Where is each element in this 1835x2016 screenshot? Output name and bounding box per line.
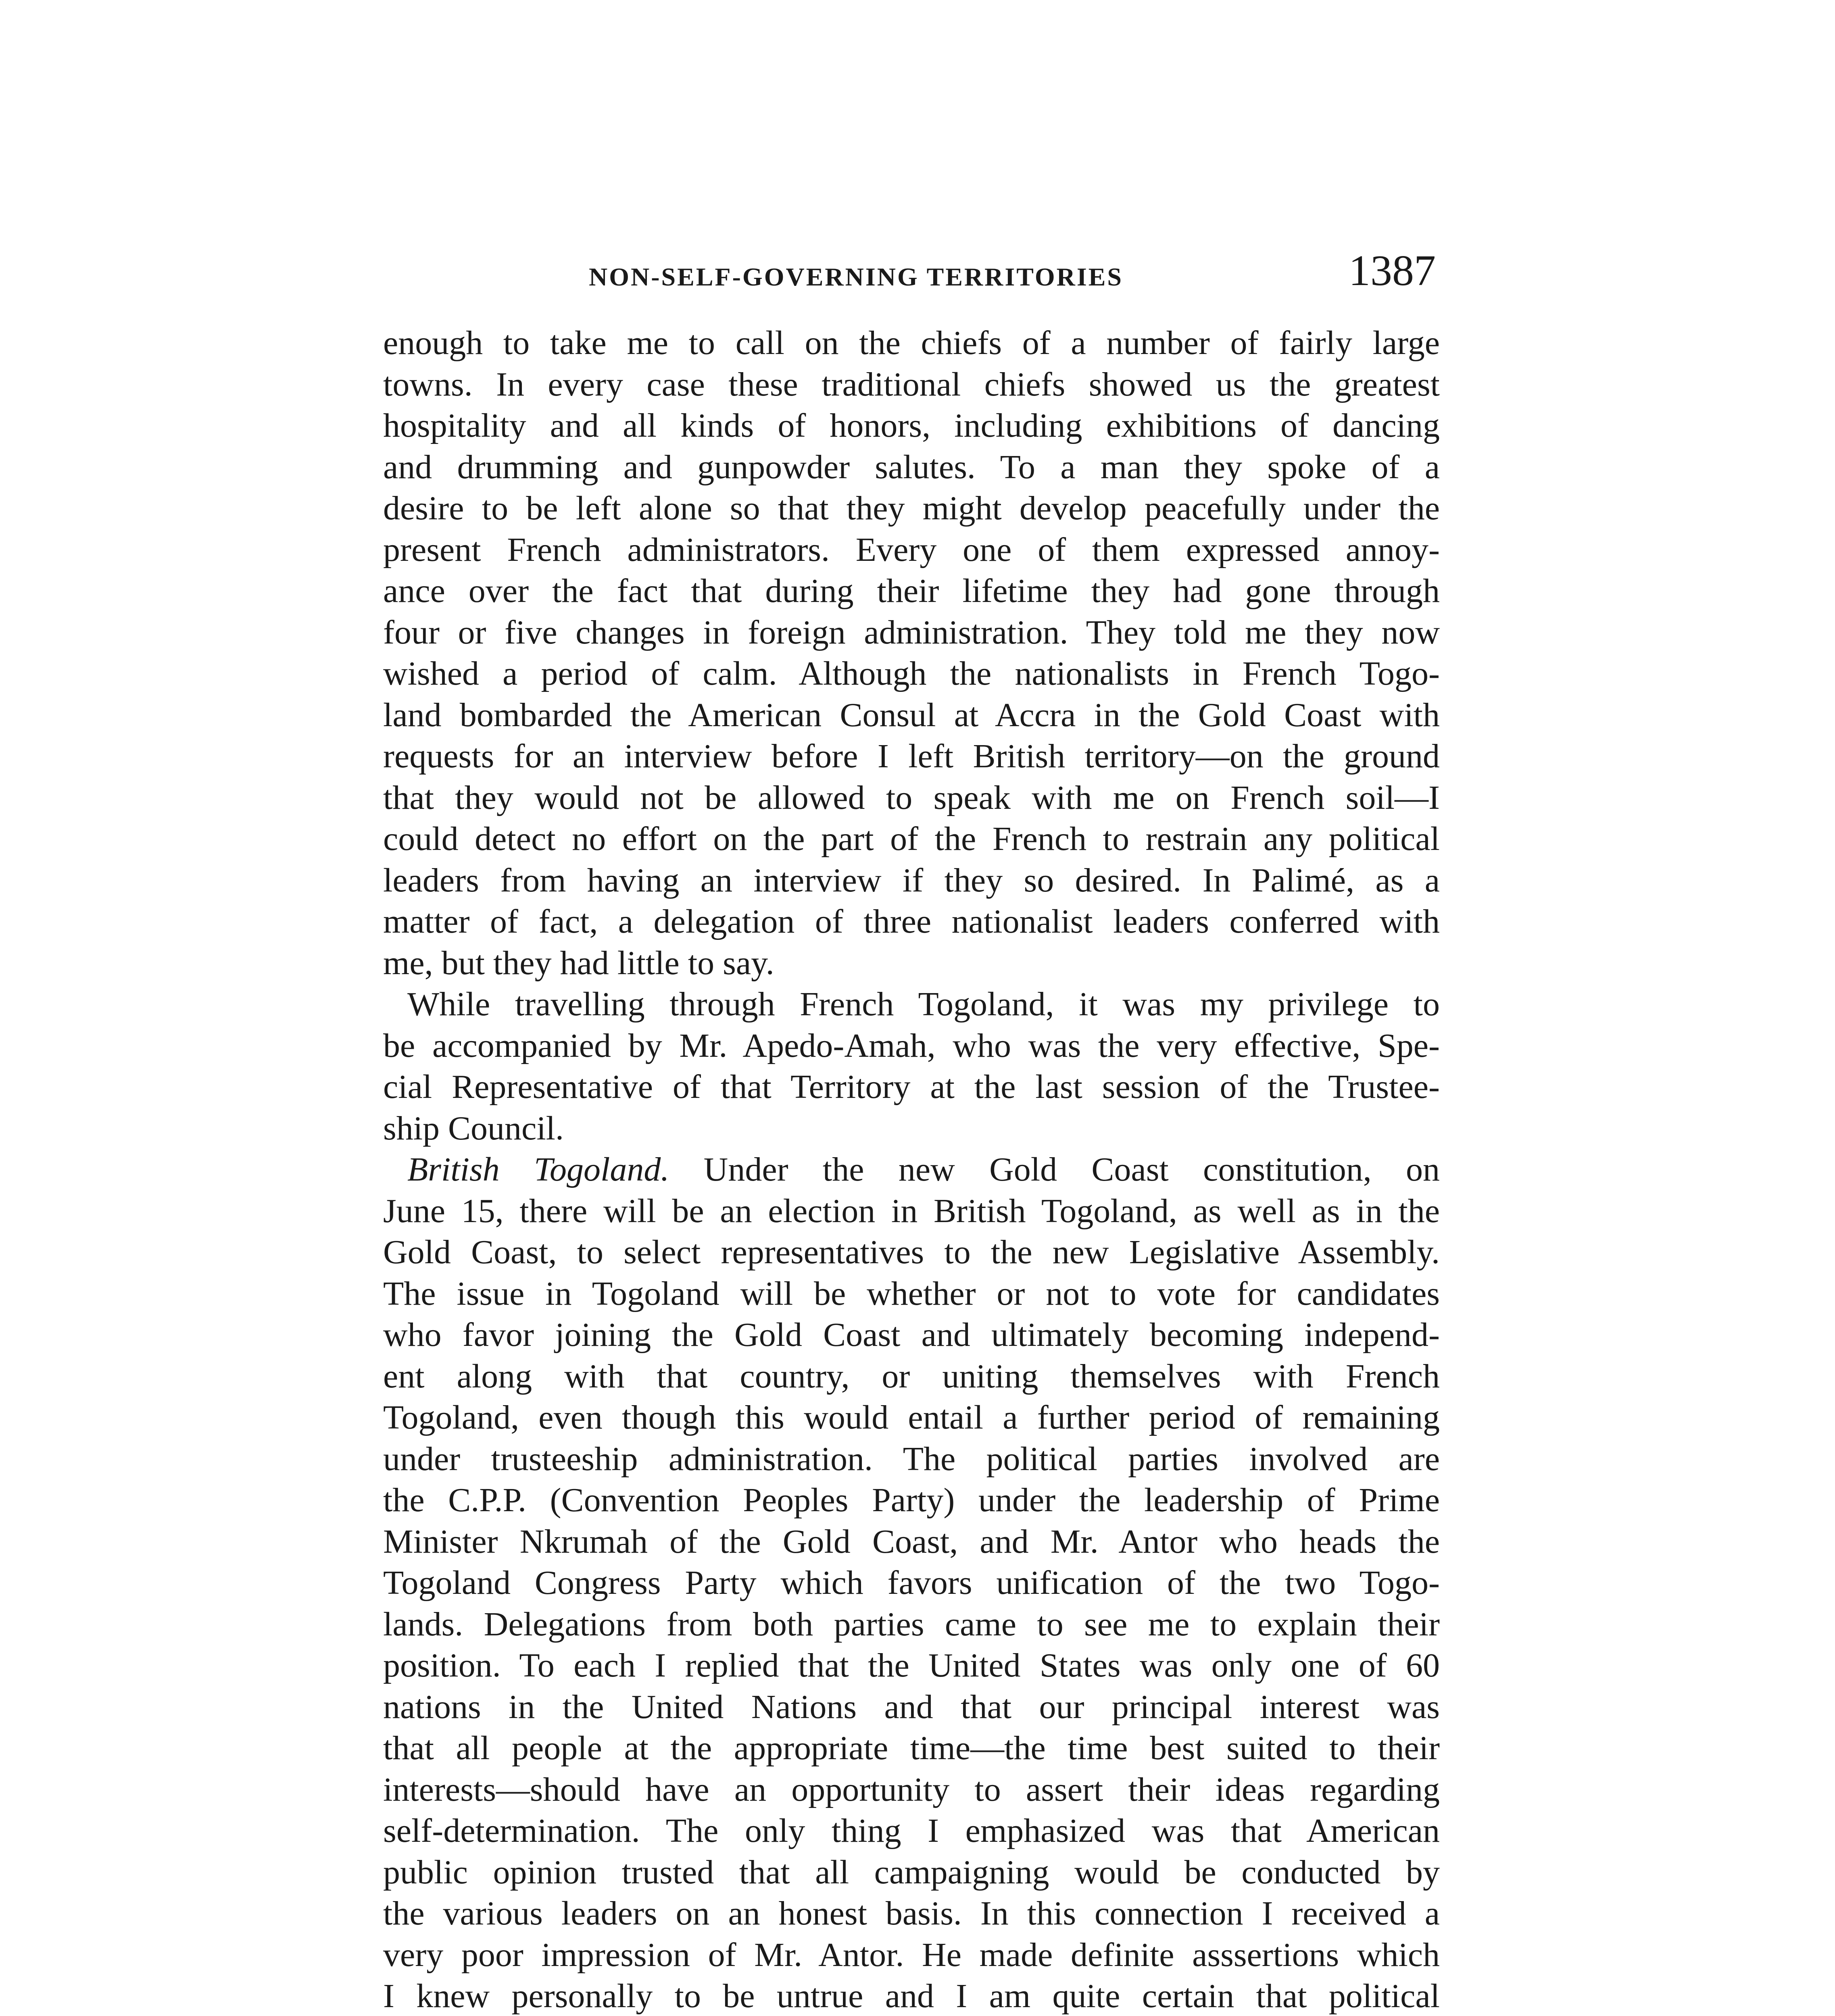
text-line: [383, 447, 1440, 488]
text-line-content: hospitality and all kinds of honors, including exhibitions of dancing: [383, 407, 1440, 444]
text-line-content: interests—should have an opportunity to assert their ideas regarding: [383, 1770, 1440, 1808]
text-line: [383, 653, 1440, 695]
text-line-content: enough to take me to call on the chiefs of a number of fairly large: [383, 324, 1440, 362]
text-line: [383, 612, 1440, 654]
text-line-content: the various leaders on an honest basis. In this connection I received a: [383, 1895, 1440, 1932]
paragraph-container: [383, 323, 1440, 2016]
text-line-content: that they would not be allowed to speak with me on French soil—I: [383, 779, 1440, 816]
section-lead-heading: British Togoland.: [407, 1151, 669, 1188]
text-line-content: self-determination. The only thing I emphasized was that American: [383, 1812, 1440, 1849]
text-line: [383, 1397, 1440, 1439]
text-line-content: requests for an interview before I left British territory—on the ground: [383, 737, 1440, 775]
text-line-content: matter of fact, a delegation of three nationalist leaders conferred with: [383, 903, 1440, 940]
text-line: [383, 1356, 1440, 1397]
text-line-content: ent along with that country, or uniting themselves with French: [383, 1357, 1440, 1395]
text-line-content: could detect no effort on the part of the French to restrain any political: [383, 820, 1440, 858]
text-line-content: leaders from having an interview if they so desired. In Palimé, as a: [383, 861, 1440, 899]
text-line: [383, 1769, 1440, 1811]
text-line: [383, 1562, 1440, 1604]
text-line: [383, 1273, 1440, 1315]
text-line: [383, 1645, 1440, 1687]
text-line: [383, 1191, 1440, 1232]
text-line-content: land bombarded the American Consul at Accra in the Gold Coast with: [383, 696, 1440, 734]
text-line: [383, 1314, 1440, 1356]
text-line: [383, 1604, 1440, 1645]
text-line-content: present French administrators. Every one of them expressed annoy-: [383, 531, 1440, 569]
text-line: [383, 1066, 1440, 1108]
text-line: [383, 323, 1440, 364]
text-line: [383, 1232, 1440, 1273]
text-line: [383, 1852, 1440, 1893]
text-line-content: who favor joining the Gold Coast and ultimately becoming independ-: [383, 1316, 1440, 1354]
text-line: [383, 1687, 1440, 1728]
text-line-content: Togoland, even though this would entail a further period of remaining: [383, 1399, 1440, 1436]
text-line-content: public opinion trusted that all campaigning would be conducted by: [383, 1853, 1440, 1891]
text-line: [383, 1025, 1440, 1067]
text-line: [383, 1810, 1440, 1852]
body-text: [383, 323, 1440, 2016]
text-line-content: be accompanied by Mr. Apedo-Amah, who was the very effective, Spe-: [383, 1027, 1440, 1064]
text-line-content: that all people at the appropriate time—the time best suited to their: [383, 1729, 1440, 1767]
text-line-content: Togoland Congress Party which favors unification of the two Togo-: [383, 1564, 1440, 1602]
text-line: [383, 1728, 1440, 1769]
text-line: [383, 984, 1440, 1025]
text-line-content: cial Representative of that Territory at the last session of the Trustee-: [383, 1068, 1440, 1106]
paragraph: [383, 1149, 1440, 2016]
text-line: [383, 736, 1440, 777]
paragraph: [383, 984, 1440, 1149]
text-line: [383, 1439, 1440, 1480]
text-line-content: lands. Delegations from both parties came to see me to explain their: [383, 1605, 1440, 1643]
text-line-content: The issue in Togoland will be whether or not to vote for candidates: [383, 1275, 1440, 1312]
text-line-content: I knew personally to be untrue and I am quite certain that political: [383, 1977, 1440, 2015]
text-line-content: me, but they had little to say.: [383, 944, 774, 982]
text-line-content: the C.P.P. (Convention Peoples Party) under the leadership of Prime: [383, 1481, 1440, 1519]
text-line-content: ship Council.: [383, 1109, 564, 1147]
text-line: [383, 1935, 1440, 1976]
text-line: [383, 1149, 1440, 1191]
text-line-content: nations in the United Nations and that our principal interest was: [383, 1688, 1440, 1726]
text-line: [383, 901, 1440, 943]
text-line-content: wished a period of calm. Although the nationalists in French Togo-: [383, 655, 1440, 692]
text-line: [383, 695, 1440, 736]
paragraph: [383, 323, 1440, 984]
text-line: [383, 1893, 1440, 1935]
text-line: [383, 818, 1440, 860]
text-line-content: very poor impression of Mr. Antor. He made definite asssertions which: [383, 1936, 1440, 1974]
text-line-content: desire to be left alone so that they might develop peacefully under the: [383, 489, 1440, 527]
text-line: [383, 1108, 1440, 1150]
text-line-content: position. To each I replied that the United States was only one of 60: [383, 1647, 1440, 1684]
running-title: NON-SELF-GOVERNING TERRITORIES: [589, 262, 1123, 291]
text-line: [383, 571, 1440, 612]
text-line: [383, 488, 1440, 529]
text-line-content: Gold Coast, to select representatives to the new Legislative Assembly.: [383, 1233, 1440, 1271]
text-line: [383, 1976, 1440, 2016]
text-line: [383, 1521, 1440, 1563]
text-line: [383, 364, 1440, 406]
text-line-content: towns. In every case these traditional chiefs showed us the greatest: [383, 365, 1440, 403]
text-line-content: While travelling through French Togoland, it was my privilege to: [407, 985, 1440, 1023]
text-line: [383, 777, 1440, 819]
text-line-content: and drumming and gunpowder salutes. To a man they spoke of a: [383, 448, 1440, 486]
text-line-content: four or five changes in foreign administration. They told me they now: [383, 613, 1440, 651]
text-line-content: under trusteeship administration. The political parties involved are: [383, 1440, 1440, 1478]
text-line: [383, 529, 1440, 571]
text-line: [383, 860, 1440, 902]
text-line: [383, 1480, 1440, 1521]
text-line-content: June 15, there will be an election in British Togoland, as well as in the: [383, 1192, 1440, 1230]
text-line-content: Under the new Gold Coast constitution, on: [669, 1151, 1440, 1188]
text-line: [383, 943, 1440, 984]
text-line-content: ance over the fact that during their lifetime they had gone through: [383, 572, 1440, 610]
running-head: [379, 246, 1436, 302]
text-line: [383, 405, 1440, 447]
text-line-content: Minister Nkrumah of the Gold Coast, and Mr. Antor who heads the: [383, 1522, 1440, 1560]
page-number: 1387: [1349, 247, 1436, 295]
